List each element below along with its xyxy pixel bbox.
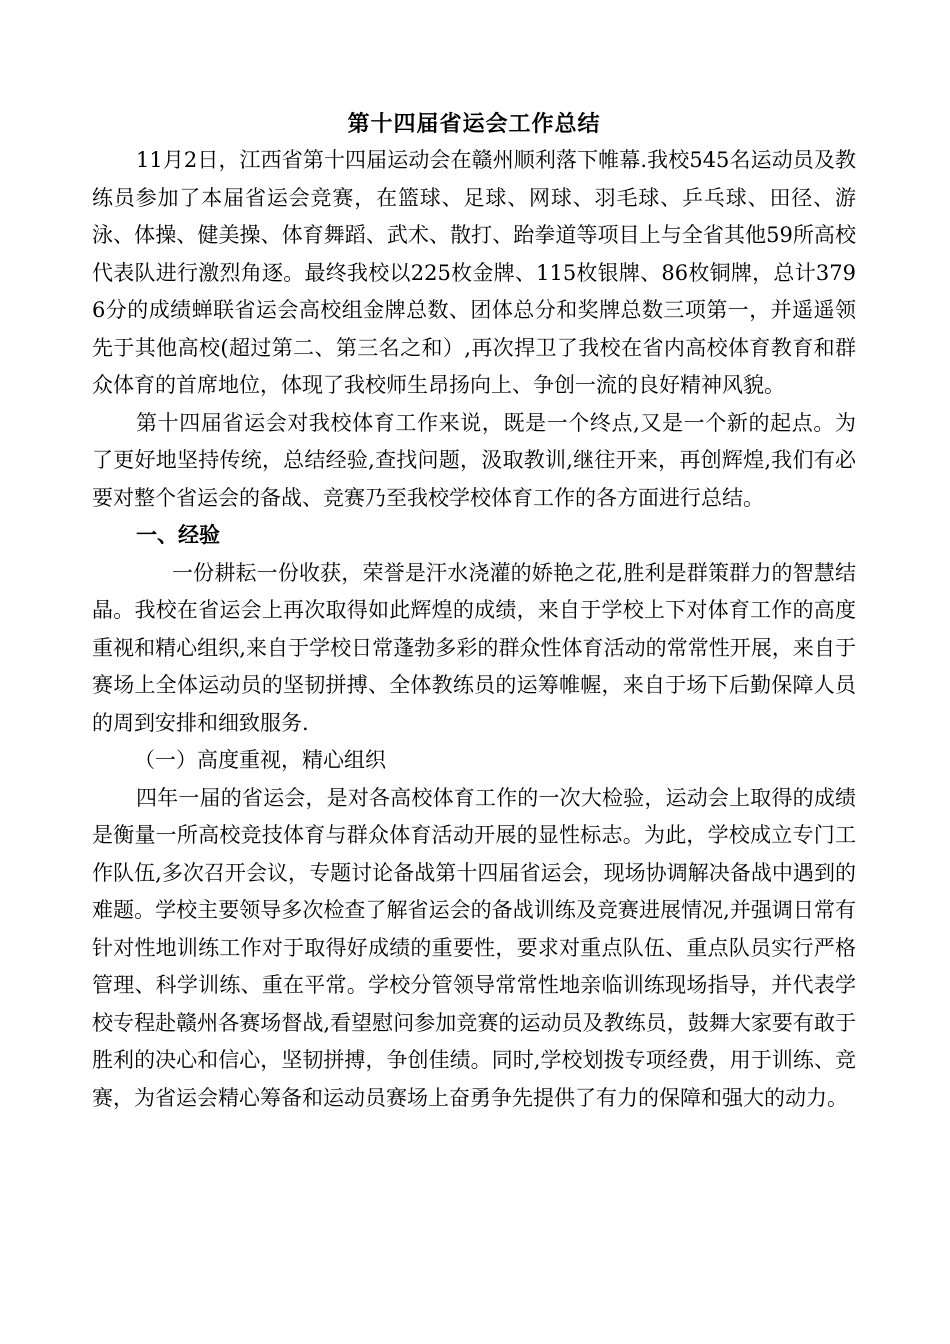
- section-heading-experience: 一、经验: [136, 523, 220, 547]
- subsection-heading-organization: （一）高度重视，精心组织: [134, 748, 386, 772]
- intro-paragraph: 11月2日，江西省第十四届运动会在赣州顺利落下帷幕.我校545名运动员及教练员参加了本届省运会竞赛，在篮球、足球、网球、羽毛球、乒乓球、田径、游泳、体操、健美操、体育舞蹈、武术、散打、跆拳道等项目上与全省其他59所高校代表队进行激烈角逐。最终我校以225枚金牌、115枚银牌、86枚铜牌，总计3796分的成绩蝉联省运会高校组金牌总数、团体总分和奖牌总数三项第一，并遥遥领先于其他高校(超过第二、第三名之和）,再次捍卫了我校在省内高校体育教育和群众体育的首席地位，体现了我校师生昂扬向上、争创一流的良好精神风貌。: [92, 148, 856, 397]
- document-page: [92, 108, 856, 1117]
- document-title: 第十四届省运会工作总结: [347, 112, 601, 137]
- experience-paragraph: 一份耕耘一份收获，荣誉是汗水浇灌的娇艳之花,胜利是群策群力的智慧结晶。我校在省运会上再次取得如此辉煌的成绩，来自于学校上下对体育工作的高度重视和精心组织,来自于学校日常蓬勃多彩的群众性体育活动的常常性开展，来自于赛场上全体运动员的坚韧拼搏、全体教练员的运筹帷幄，来自于场下后勤保障人员的周到安排和细致服务.: [92, 560, 856, 735]
- organization-paragraph: 四年一届的省运会，是对各高校体育工作的一次大检验，运动会上取得的成绩是衡量一所高校竞技体育与群众体育活动开展的显性标志。为此，学校成立专门工作队伍,多次召开会议，专题讨论备战第十四届省运会，现场协调解决备战中遇到的难题。学校主要领导多次检查了解省运会的备战训练及竞赛进展情况,并强调日常有针对性地训练工作对于取得好成绩的重要性，要求对重点队伍、重点队员实行严格管理、科学训练、重在平常。学校分管领导常常性地亲临训练现场指导，并代表学校专程赴赣州各赛场督战,看望慰问参加竞赛的运动员及教练员，鼓舞大家要有敢于胜利的决心和信心，坚韧拼搏，争创佳绩。同时,学校划拨专项经费，用于训练、竞赛，为省运会精心筹备和运动员赛场上奋勇争先提供了有力的保障和强大的动力。: [92, 785, 856, 1110]
- purpose-paragraph: 第十四届省运会对我校体育工作来说，既是一个终点,又是一个新的起点。为了更好地坚持传统，总结经验,查找问题，汲取教训,继往开来，再创辉煌,我们有必要对整个省运会的备战、竞赛乃至我校学校体育工作的各方面进行总结。: [92, 410, 856, 510]
